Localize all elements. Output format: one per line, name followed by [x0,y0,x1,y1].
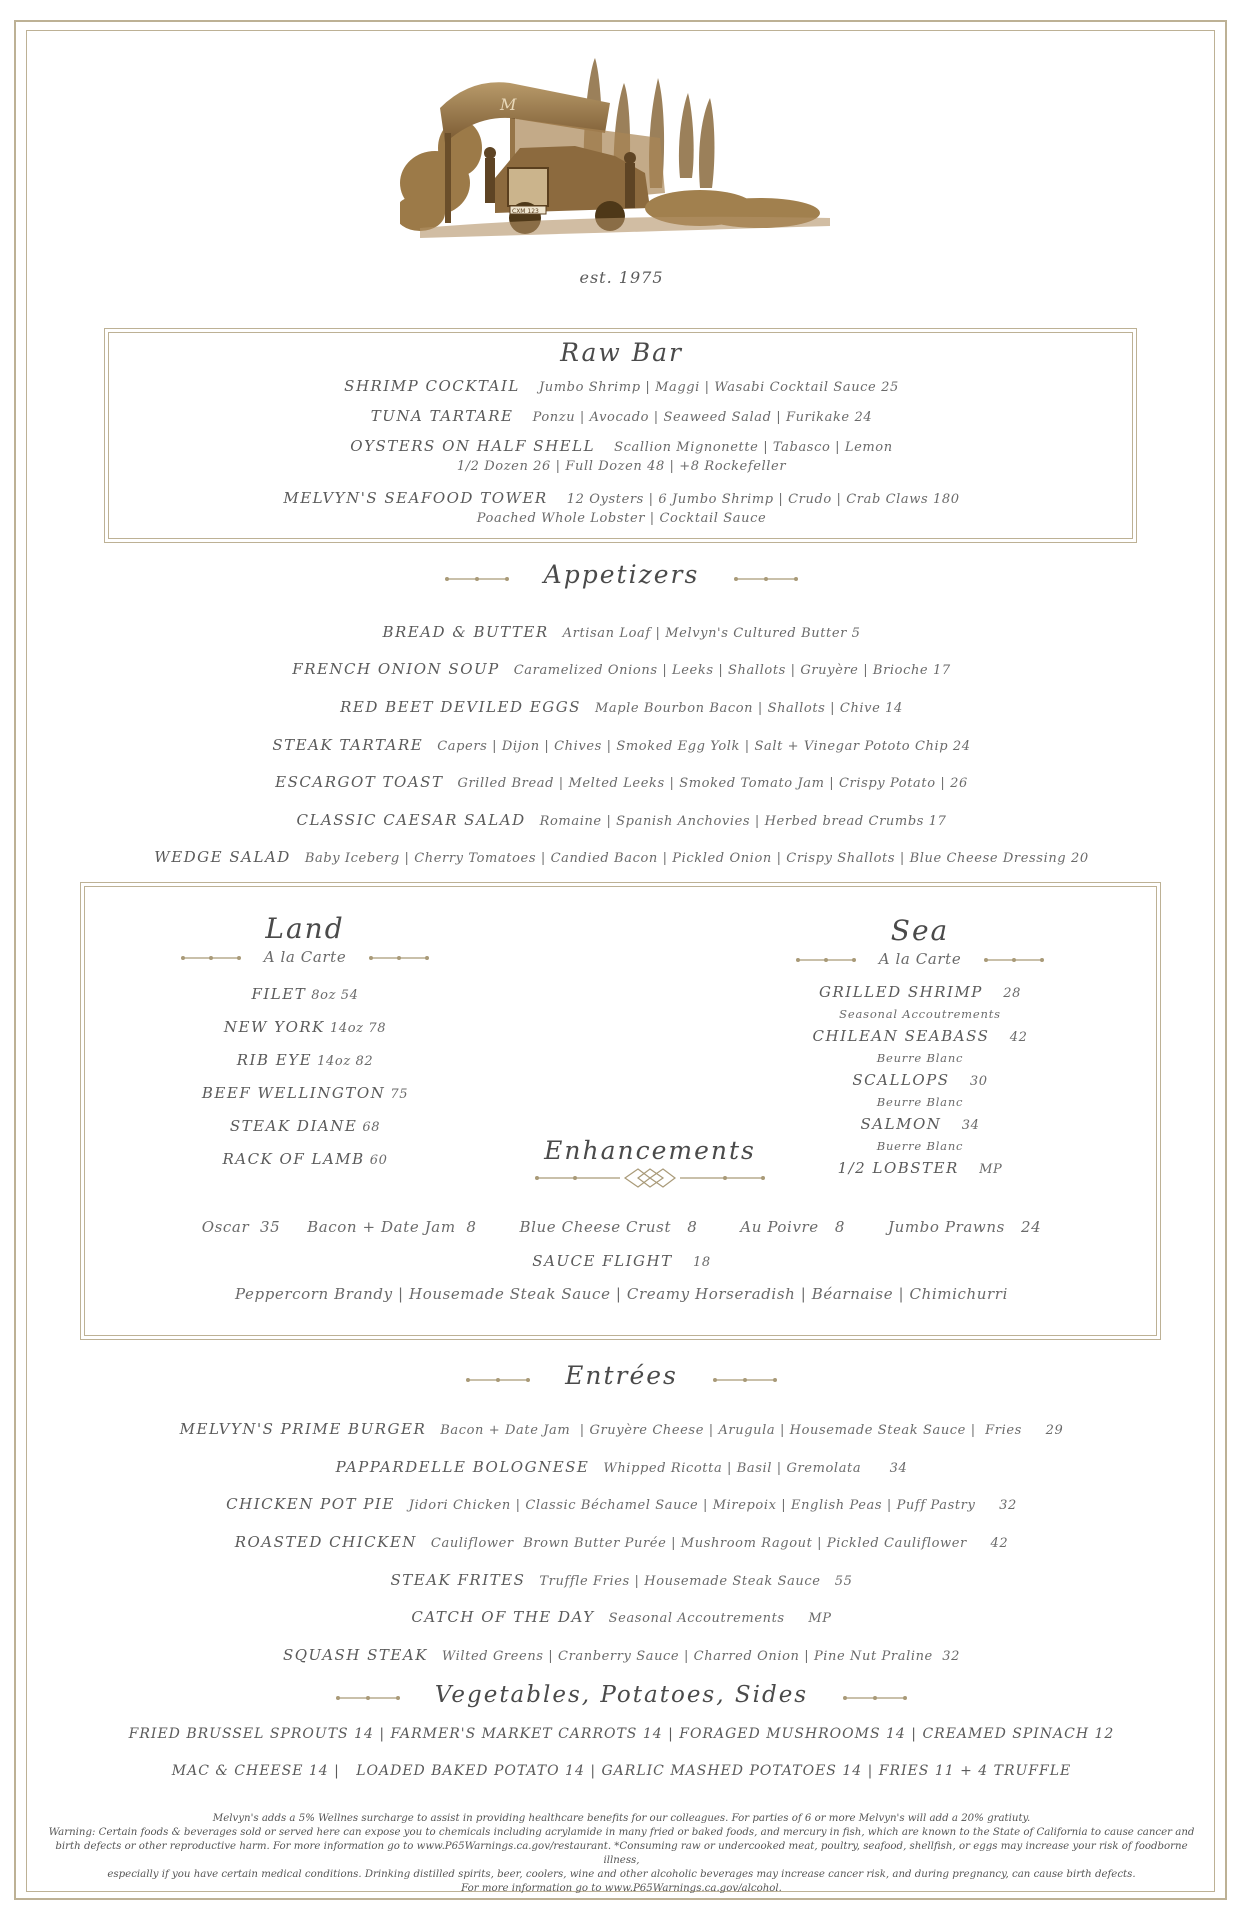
item-name: FILET [251,985,307,1003]
raw-bar-item [0,436,1243,455]
item-name: STEAK TARTARE [272,736,424,754]
item-name: ROASTED CHICKEN [234,1533,417,1551]
sides-row: MAC & CHEESE 14 | LOADED BAKED POTATO 14 | GARLIC MASHED POTATOES 14 | FRIES 11 + 4 TRUFFLE [171,1763,1072,1779]
item-desc: Whipped Ricotta | Basil | Gremolata 34 [603,1461,908,1476]
land-item [160,984,450,1003]
land-subtitle: A la Carte [263,948,347,966]
item-name: SALMON [860,1115,942,1133]
appetizers-heading [0,560,1243,589]
item-name: GRILLED SHRIMP [819,983,983,1001]
entree-item [0,1645,1243,1664]
land-item [160,1149,450,1168]
land-item [160,1116,450,1135]
appetizer-item [0,772,1243,791]
entree-item [0,1494,1243,1513]
ornament-line-left [796,955,856,965]
ornament-line-right [734,574,798,584]
item-price: 34 [961,1118,980,1133]
ornament-line-left [445,574,509,584]
appetizer-item [0,622,1243,641]
land-item [160,1083,450,1102]
appetizers-title: Appetizers [543,560,700,589]
item-price: 42 [1009,1030,1028,1045]
item-note: Beurre Blanc [876,1051,964,1065]
sea-title: Sea [890,914,950,947]
item-name: CLASSIC CAESAR SALAD [296,811,526,829]
item-detail: 14oz 78 [329,1021,387,1036]
item-name: NEW YORK [223,1018,325,1036]
item-name: WEDGE SALAD [154,848,291,866]
item-price: 30 [969,1074,988,1089]
ornament-line-right [369,953,429,963]
entree-item [0,1419,1243,1438]
item-name: BREAD & BUTTER [382,623,549,641]
item-desc: Truffle Fries | Housemade Steak Sauce 55 [539,1574,853,1589]
item-name: RED BEET DEVILED EGGS [340,698,581,716]
item-name: MELVYN'S SEAFOOD TOWER [283,489,548,507]
item-name: BEEF WELLINGTON [201,1084,386,1102]
ornament-line-left [336,1693,400,1703]
warning-line: especially if you have certain medical conditions. Drinking distilled spirits, beer, coolers, wine and other alcoholic beverages may increase cancer risk, and during pregnancy, can cause birth defects. [107,1869,1136,1880]
item-name: ESCARGOT TOAST [275,773,444,791]
item-detail: 68 [362,1120,381,1135]
item-desc: Scallion Mignonette | Tabasco | Lemon [614,440,893,455]
sea-section [770,914,1070,968]
entrees-heading [0,1361,1243,1390]
item-price: MP [979,1162,1003,1177]
item-desc: 12 Oysters | 6 Jumbo Shrimp | Crudo | Crab Claws 180 [566,492,960,507]
item-desc-line2: 1/2 Dozen 26 | Full Dozen 48 | +8 Rockefeller [456,459,787,474]
entrees-title: Entrées [565,1361,678,1390]
ornament-line-right [843,1693,907,1703]
item-desc: Bacon + Date Jam | Gruyère Cheese | Arugula | Housemade Steak Sauce | Fries 29 [440,1423,1064,1438]
item-desc: Jumbo Shrimp | Maggi | Wasabi Cocktail Sauce 25 [538,380,899,395]
ornament-line-left [181,953,241,963]
raw-bar-item [0,406,1243,425]
item-desc: Grilled Bread | Melted Leeks | Smoked Tomato Jam | Crispy Potato | 26 [457,776,968,791]
item-detail: 75 [390,1087,409,1102]
warning-line: For more information go to www.P65Warnings.ca.gov/alcohol. [461,1883,782,1894]
license-plate: CXM 123 [512,208,539,215]
item-desc: Capers | Dijon | Chives | Smoked Egg Yolk | Salt + Vinegar Pototo Chip 24 [437,739,971,754]
item-price: 28 [1003,986,1021,1001]
ornament-line-right [713,1375,777,1385]
item-detail: 60 [369,1153,388,1168]
item-desc: Wilted Greens | Cranberry Sauce | Charred Onion | Pine Nut Praline 32 [441,1649,961,1664]
entree-item [0,1570,1243,1589]
item-note: Seasonal Accoutrements [839,1007,1001,1021]
sauce-list: Peppercorn Brandy | Housemade Steak Sauce | Creamy Horseradish | Béarnaise | Chimichurri [235,1285,1008,1303]
item-desc: Romaine | Spanish Anchovies | Herbed bread Crumbs 17 [539,814,947,829]
raw-bar-title: Raw Bar [560,338,683,367]
item-name: SHRIMP COCKTAIL [344,377,520,395]
appetizer-item [0,659,1243,678]
entree-item [0,1532,1243,1551]
item-name: TUNA TARTARE [370,407,514,425]
sea-item [770,1070,1070,1089]
item-name: STEAK FRITES [390,1571,526,1589]
enhancements-ornament [535,1167,765,1189]
item-price: 18 [692,1255,711,1270]
land-title: Land [265,912,345,945]
item-name: SAUCE FLIGHT [532,1252,673,1270]
item-name: SQUASH STEAK [282,1646,428,1664]
sea-item [770,1026,1070,1045]
item-name: RIB EYE [236,1051,313,1069]
foliage-left [400,120,482,231]
item-name: SCALLOPS [852,1071,950,1089]
item-detail: 14oz 82 [317,1054,374,1069]
item-desc: Artisan Loaf | Melvyn's Cultured Butter 5 [562,626,861,641]
land-item [160,1017,450,1036]
item-desc: Caramelized Onions | Leeks | Shallots | Gruyère | Brioche 17 [513,663,951,678]
established-year: est. 1975 [579,268,664,287]
enhancements-row: Oscar 35 Bacon + Date Jam 8 Blue Cheese Crust 8 Au Poivre 8 Jumbo Prawns 24 [201,1218,1042,1236]
item-desc-line2: Poached Whole Lobster | Cocktail Sauce [476,511,767,526]
surcharge-note: Melvyn's adds a 5% Wellnes surcharge to assist in providing healthcare benefits for our colleagues. For parties of 6 or more Melvyn's will add a 20% gratiuty. [212,1813,1031,1824]
item-name: MELVYN'S PRIME BURGER [179,1420,427,1438]
appetizer-item [0,735,1243,754]
entree-item [0,1607,1243,1626]
item-desc: Cauliflower Brown Butter Purée | Mushroom Ragout | Pickled Cauliflower 42 [430,1536,1009,1551]
warning-line: birth defects or other reproductive harm. For more information go to www.P65Warnings.ca.gov/restaurant. *Consuming raw or undercooked meat, poultry, seafood, shellfish, or eggs may increase your risk of foodborne illness, [55,1841,1188,1866]
ornament-line-left [466,1375,530,1385]
land-item [160,1050,450,1069]
appetizer-item [0,847,1243,866]
sauce-flight [0,1251,1243,1270]
appetizer-item [0,697,1243,716]
item-desc: Jidori Chicken | Classic Béchamel Sauce | Mirepoix | English Peas | Puff Pastry 32 [408,1498,1017,1513]
item-detail: 8oz 54 [311,988,359,1003]
sea-subtitle: A la Carte [878,950,962,968]
sides-title: Vegetables, Potatoes, Sides [434,1682,809,1708]
entree-item [0,1457,1243,1476]
item-name: PAPPARDELLE BOLOGNESE [335,1458,590,1476]
item-name: CHICKEN POT PIE [226,1495,395,1513]
appetizer-item [0,810,1243,829]
sea-item [770,1114,1070,1133]
item-name: STEAK DIANE [229,1117,358,1135]
item-desc: Ponzu | Avocado | Seaweed Salad | Furikake 24 [532,410,873,425]
item-name: OYSTERS ON HALF SHELL [350,437,596,455]
item-name: RACK OF LAMB [222,1150,365,1168]
item-desc: Baby Iceberg | Cherry Tomatoes | Candied Bacon | Pickled Onion | Crispy Shallots | Blue Cheese Dressing 20 [304,851,1089,866]
footer-disclaimer [40,1812,1203,1896]
item-name: 1/2 LOBSTER [837,1159,959,1177]
item-desc: Maple Bourbon Bacon | Shallots | Chive 14 [594,701,903,716]
ornament-line-right [984,955,1044,965]
item-name: FRENCH ONION SOUP [292,660,500,678]
item-note: Buerre Blanc [876,1139,964,1153]
warning-line: Warning: Certain foods & beverages sold or served here can expose you to chemicals including acrylamide in many fried or baked foods, and mercury in fish, which are known to the State of California to cause cancer and [48,1827,1195,1838]
sides-row: FRIED BRUSSEL SPROUTS 14 | FARMER'S MARKET CARROTS 14 | FORAGED MUSHROOMS 14 | CREAMED SPINACH 12 [128,1726,1115,1742]
sea-item [770,1158,1070,1177]
raw-bar-item [0,488,1243,507]
item-name: CHILEAN SEABASS [812,1027,990,1045]
enhancements-heading [500,1136,800,1193]
land-section [160,912,450,966]
sea-item [770,982,1070,1001]
restaurant-illustration [400,48,830,248]
sides-heading [0,1682,1243,1708]
awning-monogram: M [500,95,517,114]
enhancements-title: Enhancements [544,1136,756,1165]
item-desc: Seasonal Accoutrements MP [608,1611,832,1626]
raw-bar-item [0,376,1243,395]
item-name: CATCH OF THE DAY [411,1608,595,1626]
item-note: Beurre Blanc [876,1095,964,1109]
